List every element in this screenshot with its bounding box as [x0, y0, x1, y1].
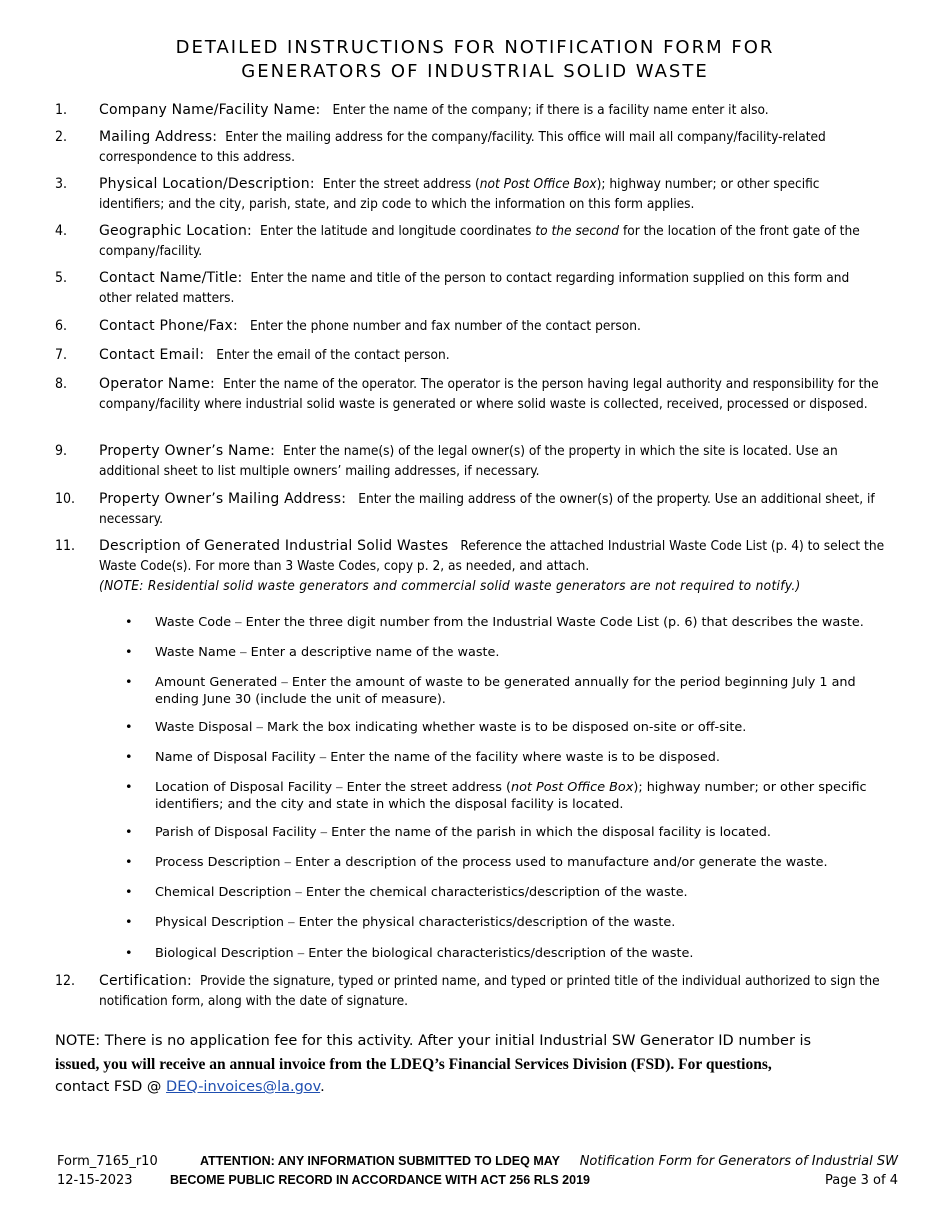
item-text: Enter the email of the contact person. [216, 347, 450, 363]
footer-form-info [57, 1152, 158, 1190]
bullet-icon: • [125, 615, 133, 630]
instruction-item-7 [55, 345, 885, 365]
item-number: 11. [55, 538, 76, 554]
page-title-line-2: GENERATORS OF INDUSTRIAL SOLID WASTE [241, 61, 709, 82]
bullet-label: Chemical Description [155, 885, 292, 900]
item-number: 6. [55, 318, 68, 334]
dash-glyph: – [319, 750, 327, 764]
item-text: Enter the name of the company; if there is a facility name enter it also. [332, 102, 769, 118]
instruction-item-4 [55, 221, 885, 261]
bullet-label: Name of Disposal Facility [155, 750, 316, 765]
bullet-item [125, 914, 885, 931]
item-number: 7. [55, 347, 68, 363]
bullet-label: Waste Name [155, 645, 237, 660]
footer-date: 12-15-2023 [57, 1173, 133, 1188]
bullet-text-part: Enter the street address ( [346, 780, 511, 795]
bullet-item [125, 884, 885, 901]
item-text-part: Enter the latitude and longitude coordinates [259, 223, 536, 239]
bullet-label: Waste Disposal [155, 720, 253, 735]
footer-attention [170, 1152, 590, 1190]
dash-glyph: – [256, 720, 263, 734]
bullet-text: Enter the three digit number from the Industrial Waste Code List (p. 6) that describes the waste. [245, 615, 864, 630]
dash-glyph: – [320, 825, 328, 839]
instruction-item-8 [55, 374, 885, 414]
bullet-icon: • [125, 946, 133, 961]
dash-glyph: – [288, 915, 295, 929]
dash-glyph: – [281, 675, 288, 689]
item-text: Enter the name(s) of the legal owner(s) of the property in which the site is located. Use an additional sheet to list multiple owners’ mailing addresses, if necessary. [99, 443, 838, 479]
item-text: Enter the phone number and fax number of the contact person. [249, 318, 641, 334]
fsd-email-link[interactable]: DEQ-invoices@la.gov [166, 1079, 321, 1095]
item-number: 5. [55, 270, 68, 286]
fee-note-contact-prefix: contact FSD @ [55, 1079, 167, 1095]
item-label: Certification: [99, 973, 192, 989]
bullet-text: Enter a descriptive name of the waste. [250, 645, 500, 660]
item-text: Provide the signature, typed or printed name, and typed or printed title of the individual authorized to sign the notification form, along with the date of signature. [99, 973, 880, 1009]
bullet-label: Waste Code [155, 615, 232, 630]
instruction-item-11 [55, 536, 885, 596]
dash-glyph: – [336, 780, 343, 794]
bullet-text: Enter the chemical characteristics/description of the waste. [305, 885, 688, 900]
bullet-icon: • [125, 675, 133, 690]
bullet-icon: • [125, 720, 133, 735]
dash-glyph: – [295, 885, 302, 899]
bullet-label: Location of Disposal Facility [155, 780, 333, 795]
bullet-label: Process Description [155, 855, 281, 870]
footer-form-id: Form_7165_r10 [57, 1154, 158, 1169]
bullet-icon: • [125, 645, 133, 660]
item-label: Contact Email: [99, 347, 205, 363]
item-text: Enter the mailing address of the owner(s) of the property. Use an additional sheet, if necessary. [99, 491, 875, 527]
bullet-text: Enter the physical characteristics/description of the waste. [298, 915, 676, 930]
bullet-icon: • [125, 825, 133, 840]
item-note: (NOTE: Residential solid waste generators and commercial solid waste generators are not required to notify.) [99, 578, 801, 594]
item-label: Operator Name: [99, 376, 215, 392]
item-label: Mailing Address: [99, 129, 218, 145]
item-number: 2. [55, 129, 68, 145]
item-text: Reference the attached Industrial Waste Code List (p. 4) to select the Waste Code(s). For more than 3 Waste Codes, copy p. 2, as needed, and attach. [99, 538, 885, 574]
item-text-part: Enter the street address ( [322, 176, 480, 192]
page-title [0, 36, 950, 84]
bullet-item [125, 854, 885, 871]
item-label: Property Owner’s Name: [99, 443, 276, 459]
dash-glyph: – [240, 645, 247, 659]
bullet-label: Parish of Disposal Facility [155, 825, 317, 840]
bullet-text-part: ); highway number; or other specific identifiers; and the city and state in which the disposal facility is located. [155, 780, 867, 812]
item-label: Description of Generated Industrial Solid Wastes [99, 538, 449, 554]
bullet-text: Enter the amount of waste to be generated annually for the period beginning July 1 and ending June 30 (include the unit of measure). [155, 675, 856, 707]
bullet-text: Enter the biological characteristics/description of the waste. [308, 946, 694, 961]
instruction-item-1 [55, 100, 885, 120]
item-text: Enter the mailing address for the company/facility. This office will mail all company/facility-related correspondence to this address. [99, 129, 826, 165]
item-number: 12. [55, 973, 76, 989]
bullet-item [125, 719, 885, 736]
dash-glyph: – [284, 855, 291, 869]
item-number: 1. [55, 102, 68, 118]
dash-glyph: – [235, 615, 242, 629]
item-text: Enter the name of the operator. The operator is the person having legal authority and responsibility for the company/facility where industrial solid waste is generated or where solid waste is collected, received, processed or disposed. [99, 376, 879, 412]
bullet-icon: • [125, 885, 133, 900]
item-number: 10. [55, 491, 76, 507]
bullet-item [125, 644, 885, 661]
item-text-part: for the location of the front gate of the company/facility. [99, 223, 860, 259]
bullet-item [125, 824, 885, 841]
instruction-item-5 [55, 268, 885, 308]
bullet-label: Amount Generated [155, 675, 278, 690]
footer-form-title: Notification Form for Generators of Industrial SW [579, 1154, 898, 1169]
item-text-emphasis: not Post Office Box [479, 176, 597, 192]
item-text: Enter the name and title of the person to contact regarding information supplied on this form and other related matters. [99, 270, 850, 306]
bullet-icon: • [125, 780, 133, 795]
bullet-item [125, 614, 885, 631]
item-label: Physical Location/Description: [99, 176, 315, 192]
fee-note [55, 1030, 895, 1099]
bullet-label: Biological Description [155, 946, 294, 961]
instruction-item-2 [55, 127, 885, 167]
bullet-item [125, 945, 885, 962]
item-label: Geographic Location: [99, 223, 252, 239]
item-label: Contact Phone/Fax: [99, 318, 238, 334]
item-label: Company Name/Facility Name: [99, 102, 321, 118]
fee-note-line-3 [55, 1076, 895, 1099]
footer-attention-line-1: ATTENTION: ANY INFORMATION SUBMITTED TO LDEQ MAY [200, 1154, 560, 1168]
bullet-icon: • [125, 750, 133, 765]
instruction-item-3 [55, 174, 885, 214]
instruction-item-9 [55, 441, 885, 481]
item-label: Property Owner’s Mailing Address: [99, 491, 347, 507]
bullet-item [125, 779, 885, 813]
instruction-item-10 [55, 489, 885, 529]
bullet-item [125, 749, 885, 766]
item-number: 8. [55, 376, 68, 392]
fee-note-line-1: NOTE: There is no application fee for this activity. After your initial Industrial SW Generator ID number is [55, 1033, 812, 1049]
item-text-part: ); highway number; or other specific identifiers; and the city, parish, state, and zip code to which the information on this form applies. [99, 176, 820, 212]
dash-glyph: – [297, 946, 305, 960]
footer-attention-line-2: BECOME PUBLIC RECORD IN ACCORDANCE WITH ACT 256 RLS 2019 [170, 1173, 590, 1187]
item-text-emphasis: to the second [535, 223, 620, 239]
bullet-label: Physical Description [155, 915, 285, 930]
bullet-text: Enter the name of the parish in which the disposal facility is located. [331, 825, 771, 840]
fee-note-suffix: . [320, 1079, 325, 1095]
item-number: 3. [55, 176, 68, 192]
bullet-icon: • [125, 855, 133, 870]
bullet-text: Enter the name of the facility where waste is to be disposed. [330, 750, 720, 765]
page-title-line-1: DETAILED INSTRUCTIONS FOR NOTIFICATION FORM FOR [175, 37, 775, 58]
bullet-text-emphasis: not Post Office Box [510, 780, 634, 795]
instruction-item-6 [55, 316, 885, 336]
bullet-icon: • [125, 915, 133, 930]
item-number: 4. [55, 223, 68, 239]
item-label: Contact Name/Title: [99, 270, 243, 286]
instruction-item-12 [55, 971, 885, 1011]
item-number: 9. [55, 443, 68, 459]
bullet-text: Mark the box indicating whether waste is to be disposed on-site or off-site. [266, 720, 747, 735]
bullet-item [125, 674, 885, 708]
bullet-text: Enter a description of the process used to manufacture and/or generate the waste. [295, 855, 828, 870]
footer-page-number: Page 3 of 4 [825, 1173, 898, 1188]
footer-form-title-block [580, 1152, 898, 1190]
fee-note-line-2: issued, you will receive an annual invoice from the LDEQ’s Financial Services Division (FSD). For questions, [55, 1056, 772, 1073]
